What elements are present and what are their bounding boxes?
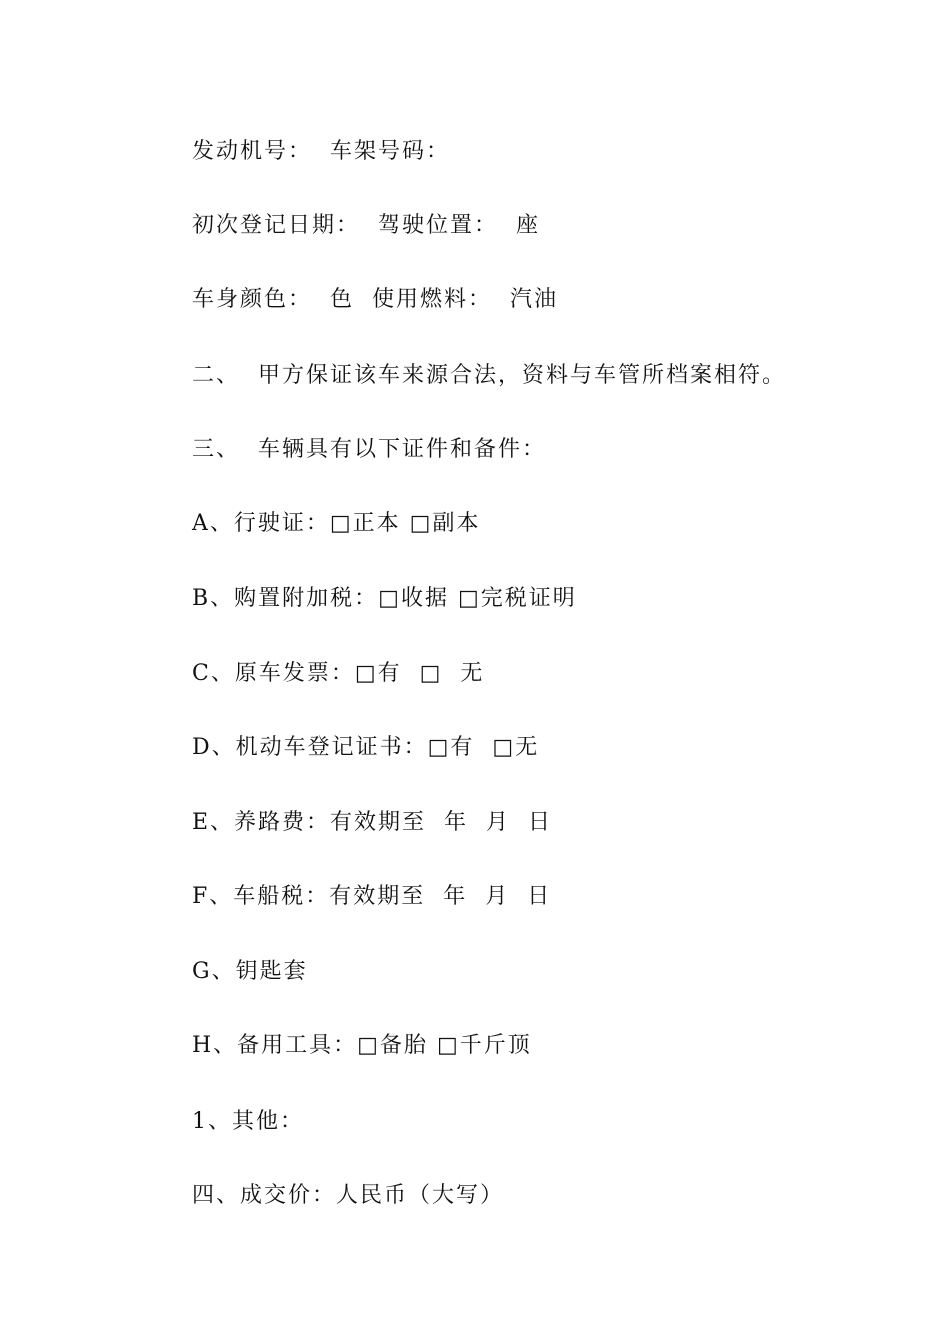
registration-date-seat-line: 初次登记日期： 驾驶位置： 座: [192, 213, 540, 238]
item-e-road-fee: E、养路费：有效期至 年 月 日: [192, 810, 553, 835]
item-g-key-set: G、钥匙套: [192, 959, 308, 984]
clause-three: 三、 车辆具有以下证件和备件：: [192, 437, 546, 462]
item-d-registration-certificate: D、机动车登记证书：□有 □无: [192, 735, 540, 760]
item-other: 1、其他：: [192, 1109, 304, 1134]
clause-four-price: 四、成交价：人民币（大写）: [192, 1183, 505, 1208]
engine-frame-number-line: 发动机号： 车架号码：: [192, 139, 450, 164]
item-f-vehicle-tax: F、车船税：有效期至 年 月 日: [192, 884, 552, 909]
item-c-original-invoice: C、原车发票：□有 □ 无: [192, 661, 485, 686]
item-h-spare-tools: H、备用工具：□备胎 □千斤顶: [192, 1033, 532, 1058]
clause-two: 二、 甲方保证该车来源合法，资料与车管所档案相符。: [192, 363, 786, 388]
item-a-driving-license: A、行驶证：□正本 □副本: [192, 511, 481, 536]
item-b-purchase-tax: B、购置附加税：□收据 □完税证明: [192, 586, 577, 611]
color-fuel-line: 车身颜色： 色 使用燃料： 汽油: [192, 287, 558, 312]
